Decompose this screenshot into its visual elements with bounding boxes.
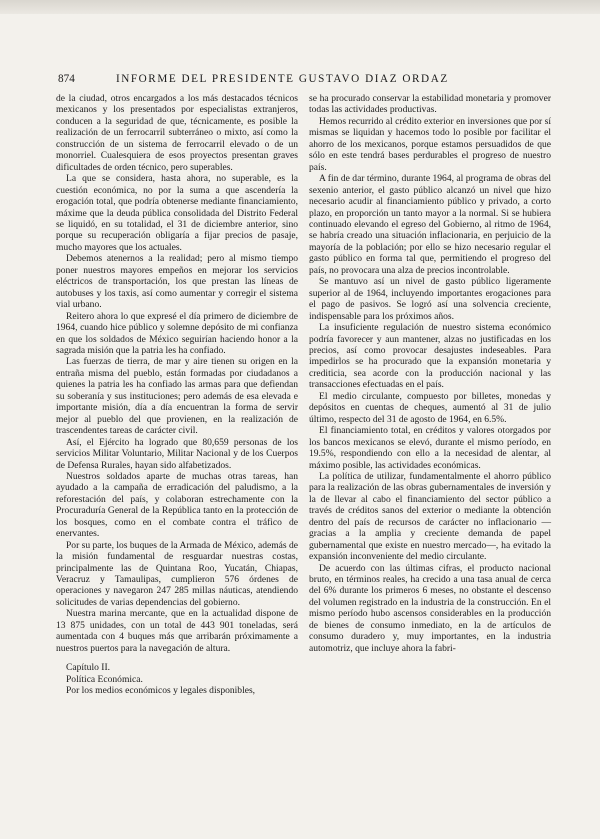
paragraph: El financiamiento total, en créditos y valores otorgados por los bancos mexicanos se elevó, durante el mismo período, en 19.5%, respondiendo con ello a la necesidad de alentar, al máximo posible, las actividades económicas. — [309, 425, 551, 471]
paragraph: Nuestros soldados aparte de muchas otras tareas, han ayudado a la campaña de erradicación del paludismo, a la reforestación del país, y colaboran estrechamente con la Procuraduría General de la República tanto en la protección de los bosques, como en el combate contra el tráfico de enervantes. — [56, 470, 298, 540]
paragraph: Por su parte, los buques de la Armada de México, además de la misión fundamental de resguardar nuestras costas, principalmente las de Quintana Roo, Yucatán, Chiapas, Veracruz y Tamaulipas, cumplieron 576 órdenes de operaciones y navegaron 247 285 millas náuticas, atendiendo solicitudes de varias dependencias del gobierno. — [56, 539, 298, 608]
paragraph: se ha procurado conservar la estabilidad monetaria y promover todas las actividades productivas. — [309, 93, 551, 116]
page-number: 874 — [58, 73, 75, 85]
paragraph: de la ciudad, otros encargados a los más destacados técnicos mexicanos y los presentados por especialistas extranjeros, conducen a la seguridad de que, técnicamente, es posible la realización de un ferrocarril subterráneo o mixto, así como la construcción de un sistema de ferrocarril elevado o de un monorriel. Cualesquiera de esos proyectos presentan graves dificultades de orden técnico, pero superables. — [56, 93, 298, 173]
running-header — [58, 73, 558, 89]
chapter-title: Política Económica. — [66, 673, 143, 685]
right-column — [309, 93, 551, 654]
paragraph: Las fuerzas de tierra, de mar y aire tienen su origen en la entraña misma del pueblo, están formadas por ciudadanos a quienes la patria les ha confiado las armas para que defiendan su soberanía y sus instituciones; pero además de esa elevada e importante misión, día a día encuentran la forma de servir mejor al pueblo del que provienen, en la realización de trascendentes tareas de carácter civil. — [56, 356, 298, 437]
chapter-heading: Capítulo II. — [66, 662, 111, 674]
paragraph: La que se considera, hasta ahora, no superable, es la cuestión económica, no por la suma a que ascendería la erogación total, que podría obtenerse mediante financiamiento, máxime que la deuda pública consolidada del Distrito Federal se liquidó, en su totalidad, el 31 de diciembre anterior, sino porque su recuperación obligaría a fijar precios de pasaje, mucho mayores que los actuales. — [56, 173, 298, 253]
paragraph: Por los medios económicos y legales disponibles, — [66, 685, 256, 697]
paragraph: Debemos atenernos a la realidad; pero al mismo tiempo poner nuestros mayores empeños en mejorar los servicios eléctricos de transportación, los que prestan las líneas de autobuses y los taxis, así como aumentar y corregir el sistema vial urbano. — [56, 253, 298, 311]
paragraph: La política de utilizar, fundamentalmente el ahorro público para la realización de las obras gubernamentales de inversión y la de llevar al cabo el financiamiento del sector público a través de créditos sanos del exterior o mediante la obtención dentro del país de recursos de carácter no inflacionario —gracias a la amplia y creciente demanda de papel gubernamental que existe en nuestro mercado—, ha evitado la expansión inconveniente del medio circulante. — [309, 470, 551, 563]
left-column — [56, 93, 298, 697]
paragraph: Nuestra marina mercante, que en la actualidad dispone de 13 875 unidades, con un total de 443 901 toneladas, será aumentada con 4 buques más que arribarán próximamente a nuestros puertos para la navegación de altura. — [56, 608, 298, 654]
paragraph: Hemos recurrido al crédito exterior en inversiones que por sí mismas se liquidan y hacemos todo lo posible por facilitar el ahorro de los mexicanos, porque estamos persuadidos de que sólo en este tendrá bases perdurables el progreso de nuestro país. — [309, 115, 551, 173]
top-scan-band — [0, 0, 600, 14]
paragraph: El medio circulante, compuesto por billetes, monedas y depósitos en cuentas de cheques, aumentó al 31 de julio último, respecto del 31 de agosto de 1964, en 6.5%. — [309, 390, 551, 425]
paragraph: La insuficiente regulación de nuestro sistema económico podría favorecer y aun mantener, alzas no justificadas en los precios, así como provocar desajustes indeseables. Para impedirlos se ha procurado que la expansión monetaria y crediticia, sea acorde con la producción nacional y las transacciones efectuadas en el país. — [309, 322, 551, 391]
paragraph: De acuerdo con las últimas cifras, el producto nacional bruto, en términos reales, ha crecido a una tasa anual de cerca del 6% durante los primeros 6 meses, no obstante el descenso del volumen registrado en la industria de la construcción. En el mismo período hubo ascensos considerables en la producción de bienes de consumo inmediato, en la de artículos de consumo duradero y, muy importantes, en la industria automotriz, que incluye ahora la fabri- — [309, 562, 551, 654]
paragraph: Así, el Ejército ha logrado que 80,659 personas de los servicios Militar Voluntario, Militar Nacional y de los Cuerpos de Defensa Rurales, hayan sido alfabetizados. — [56, 436, 298, 471]
paragraph: Se mantuvo así un nivel de gasto público ligeramente superior al de 1964, incluyendo importantes erogaciones para el pago de pasivos. Se logró así una solvencia creciente, indispensable para los próximos años. — [309, 276, 551, 322]
running-title: INFORME DEL PRESIDENTE GUSTAVO DIAZ ORDAZ — [116, 73, 449, 85]
paragraph: A fin de dar término, durante 1964, al programa de obras del sexenio anterior, el gasto público alcanzó un nivel que hizo necesario acudir al financiamiento público y privado, a corto plazo, en proporción un tanto mayor a la normal. Si se hubiera continuado elevando el egreso del Gobierno, al ritmo de 1964, se habría creado una situación inflacionaria, en perjuicio de la mayoría de la población; por ello se hizo necesario regular el gasto público en forma tal que, permitiendo el progreso del país, no provocara una alza de precios incontrolable. — [309, 173, 551, 276]
paragraph: Reitero ahora lo que expresé el día primero de diciembre de 1964, cuando hice público y solemne depósito de mi confianza en que los soldados de México seguirían haciendo honor a la sagrada misión que la patria les ha confiado. — [56, 310, 298, 356]
